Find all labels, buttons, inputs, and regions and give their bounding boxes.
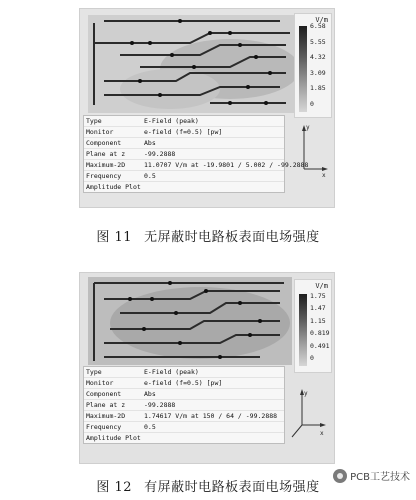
color-scale-tick: 1.75	[310, 292, 326, 300]
info-row-maximum	[84, 160, 309, 171]
info-value	[141, 433, 143, 443]
color-scale-tick: 0	[310, 353, 314, 362]
info-key: Monitor	[86, 379, 114, 387]
color-scale-tick: 0.491	[310, 341, 330, 350]
color-scale-ticks	[310, 22, 326, 108]
source-watermark	[333, 468, 410, 483]
info-key: Plane at z	[86, 150, 126, 158]
wechat-logo-icon	[333, 469, 347, 483]
info-row-component	[84, 389, 284, 400]
axis-x-label: x	[320, 430, 324, 437]
caption-text: 有屏蔽时电路板表面电场强度	[144, 480, 320, 495]
caption-number: 图 11	[96, 230, 133, 245]
color-scale-tick: 3.09	[310, 68, 326, 77]
info-row-plane	[84, 400, 284, 411]
axis-triad-icon	[294, 119, 330, 179]
axis-triad-icon	[288, 385, 328, 445]
info-value: E-Field (peak)	[144, 368, 199, 376]
info-value: -99.2888	[144, 150, 176, 158]
info-row-component	[84, 138, 284, 149]
color-scale-legend	[294, 279, 332, 373]
info-key: Plane at z	[86, 401, 126, 409]
info-key: Component	[86, 139, 122, 147]
info-key: Type	[86, 117, 102, 125]
info-key: Component	[86, 390, 122, 398]
info-row-amplitude	[84, 433, 284, 443]
figure-11-panel	[79, 8, 335, 208]
info-row-amplitude	[84, 182, 284, 192]
info-value: E-Field (peak)	[144, 117, 199, 125]
figure-12-panel	[79, 272, 335, 464]
caption-text: 无屏蔽时电路板表面电场强度	[144, 230, 320, 245]
info-value: 0.5	[144, 172, 156, 180]
info-value: 11.0707 V/m at -19.9801 / 5.002 / -99.2888	[144, 161, 309, 169]
info-key: Maximum-2D	[86, 161, 126, 169]
color-scale-tick: 6.58	[310, 22, 326, 30]
info-row-monitor	[84, 378, 284, 389]
info-row-monitor	[84, 127, 284, 138]
color-scale-tick: 1.15	[310, 316, 326, 325]
color-scale-unit: V/m	[315, 16, 328, 24]
caption-number: 图 12	[96, 480, 133, 495]
color-scale-gradient	[299, 26, 307, 112]
watermark-text: PCB工艺技术	[350, 472, 410, 483]
info-key: Monitor	[86, 128, 114, 136]
info-value: 0.5	[144, 423, 156, 431]
info-value: Abs	[144, 139, 156, 147]
color-scale-tick: 5.55	[310, 37, 326, 46]
info-value: -99.2888	[144, 401, 176, 409]
info-key: Amplitude Plot	[86, 183, 141, 191]
info-key: Frequency	[86, 423, 122, 431]
info-key: Type	[86, 368, 102, 376]
info-row-type	[84, 116, 284, 127]
info-row-type	[84, 367, 284, 378]
info-value: Abs	[144, 390, 156, 398]
axis-y-label: y	[306, 124, 310, 131]
info-row-frequency	[84, 171, 284, 182]
axis-y-label: y	[304, 390, 308, 397]
color-scale-tick: 1.85	[310, 84, 326, 93]
color-scale-ticks	[310, 292, 330, 362]
info-value: e-field (f=0.5) [pw]	[144, 128, 223, 136]
simulation-info-table	[83, 366, 285, 444]
info-key: Maximum-2D	[86, 412, 126, 420]
info-key: Frequency	[86, 172, 122, 180]
color-scale-unit: V/m	[315, 282, 328, 290]
color-scale-gradient	[299, 294, 307, 366]
figure-11-caption	[0, 226, 416, 245]
color-scale-tick: 0.819	[310, 329, 330, 338]
info-row-plane	[84, 149, 284, 160]
info-row-maximum	[84, 411, 284, 422]
color-scale-tick: 1.47	[310, 304, 326, 313]
info-value: e-field (f=0.5) [pw]	[144, 379, 223, 387]
axis-x-label: x	[322, 172, 326, 179]
info-value: 1.74617 V/m at 150 / 64 / -99.2888	[144, 412, 278, 420]
info-value	[141, 182, 143, 192]
color-scale-tick: 4.32	[310, 53, 326, 62]
simulation-info-table	[83, 115, 309, 193]
info-key: Amplitude Plot	[86, 434, 141, 442]
color-scale-legend	[294, 13, 332, 118]
color-scale-tick: 0	[310, 99, 314, 108]
info-row-frequency	[84, 422, 284, 433]
